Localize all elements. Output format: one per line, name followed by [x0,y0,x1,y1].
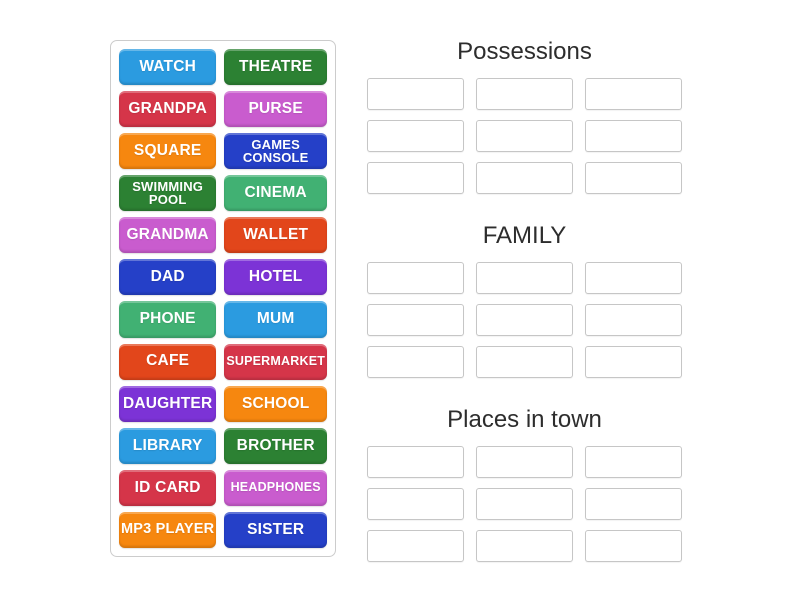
drop-slot[interactable] [476,346,573,378]
word-tile-school[interactable]: SCHOOL [224,386,327,422]
group-title-family: FAMILY [482,222,567,249]
drop-slot[interactable] [476,162,573,194]
word-tile-hotel[interactable]: HOTEL [224,259,327,295]
drop-slot[interactable] [585,120,682,152]
drop-slot[interactable] [367,488,464,520]
group-possessions [367,34,682,194]
word-tile-library[interactable]: LIBRARY [119,428,216,464]
drop-slot[interactable] [476,488,573,520]
drop-slot[interactable] [476,304,573,336]
word-bank-panel [110,40,336,557]
word-tile-mum[interactable]: MUM [224,301,327,337]
word-tile-daughter[interactable]: DAUGHTER [119,386,216,422]
word-tile-square[interactable]: SQUARE [119,133,216,169]
drop-slot[interactable] [585,162,682,194]
category-groups-column [367,34,682,562]
drop-slot[interactable] [476,446,573,478]
drop-slot[interactable] [367,262,464,294]
drop-slot[interactable] [585,304,682,336]
slot-grid-places-in-town [367,446,682,562]
group-family [367,218,682,378]
word-tile-supermarket[interactable]: SUPERMARKET [224,344,327,380]
slot-grid-possessions [367,78,682,194]
slot-grid-family [367,262,682,378]
group-title-places-in-town: Places in town [447,406,602,433]
drop-slot[interactable] [367,120,464,152]
drop-slot[interactable] [585,530,682,562]
word-tile-dad[interactable]: DAD [119,259,216,295]
drop-slot[interactable] [367,78,464,110]
word-tile-headphones[interactable]: HEADPHONES [224,470,327,506]
drop-slot[interactable] [476,120,573,152]
group-places-in-town [367,402,682,562]
word-tile-grandma[interactable]: GRANDMA [119,217,216,253]
word-tile-watch[interactable]: WATCH [119,49,216,85]
drop-slot[interactable] [585,446,682,478]
drop-slot[interactable] [585,346,682,378]
drop-slot[interactable] [367,530,464,562]
drop-slot[interactable] [367,304,464,336]
word-tile-id-card[interactable]: ID CARD [119,470,216,506]
drop-slot[interactable] [476,78,573,110]
drop-slot[interactable] [585,78,682,110]
drop-slot[interactable] [585,262,682,294]
word-tile-wallet[interactable]: WALLET [224,217,327,253]
word-tile-brother[interactable]: BROTHER [224,428,327,464]
word-tile-cafe[interactable]: CAFE [119,344,216,380]
drop-slot[interactable] [476,530,573,562]
word-tile-grandpa[interactable]: GRANDPA [119,91,216,127]
word-tile-theatre[interactable]: THEATRE [224,49,327,85]
word-tile-games-console[interactable]: GAMES CONSOLE [224,133,327,169]
word-tile-purse[interactable]: PURSE [224,91,327,127]
drop-slot[interactable] [585,488,682,520]
drop-slot[interactable] [476,262,573,294]
word-tile-cinema[interactable]: CINEMA [224,175,327,211]
drop-slot[interactable] [367,446,464,478]
drop-slot[interactable] [367,346,464,378]
group-title-possessions: Possessions [457,38,592,65]
word-tile-mp3-player[interactable]: MP3 PLAYER [119,512,216,548]
word-tile-sister[interactable]: SISTER [224,512,327,548]
word-tile-phone[interactable]: PHONE [119,301,216,337]
word-tile-swimming-pool[interactable]: SWIMMING POOL [119,175,216,211]
drop-slot[interactable] [367,162,464,194]
